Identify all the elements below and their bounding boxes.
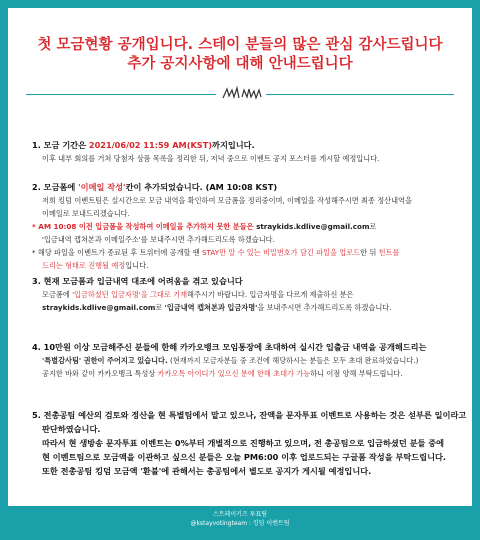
section-3-heading: 3. 현재 모금폼과 입금내역 대조에 어려움을 겪고 있습니다 bbox=[32, 276, 243, 286]
section-3-line-2: straykids.kdlive@gmail.com로 '입금내역 캡쳐본과 입금자명'을 보내주시면 추가해드리도록 하겠습니다. bbox=[42, 303, 392, 312]
section-4-line-2: 공지한 바와 같이 카카오뱅크 특성상 카카오톡 아이디가 있으신 분에 한해 초대가 가능하니 이점 양해 부탁드립니다. bbox=[42, 369, 403, 378]
section-4-heading: 4. 10만원 이상 모금해주신 분들에 한해 카카오뱅크 모임통장에 초대하여 실시간 입출금 내역을 공개해드리는 bbox=[32, 342, 427, 352]
section-2-heading: 2. 모금폼에 '이메일 작성'칸이 추가되었습니다. (AM 10:08 KST) bbox=[32, 182, 278, 192]
section-5-line-1: 판단하였습니다. bbox=[42, 424, 101, 434]
section-3 bbox=[32, 274, 452, 314]
section-2-line-1: 저희 킹덤 이벤트팀은 실시간으로 모금 내역을 확인하여 모금폼을 정리중이며, 이메일을 작성해주시면 최종 정산내역을 bbox=[42, 196, 412, 205]
footer-team-name: 스트레이키즈 투표팀 bbox=[212, 511, 268, 518]
title-line-2: 추가 공지사항에 대해 안내드립니다 bbox=[127, 56, 353, 72]
section-5-line-3: 현 이벤트팀으로 모금액을 이관하고 싶으신 분들은 오늘 PM6:00 이후 업로드되는 구글폼 작성을 부탁드립니다. bbox=[42, 452, 447, 462]
section-1-body: 이후 내부 회의를 거쳐 당첨자 상품 목록을 정리한 뒤, 저녁 중으로 이벤트 공지 포스터를 게시할 예정입니다. bbox=[42, 154, 380, 163]
section-5 bbox=[32, 408, 467, 478]
section-1-heading: 1. 모금 기간은 2021/06/02 11:59 AM(KST)까지입니다. bbox=[32, 140, 255, 150]
section-5-heading: 5. 전총공팀 예산의 검토와 정산을 현 특별팀에서 맡고 있으나, 잔액을 문자투표 이벤트로 사용하는 것은 섣부른 일이라고 bbox=[32, 410, 467, 420]
divider-left bbox=[26, 94, 216, 95]
section-5-line-2: 따라서 현 생방송 문자투표 이벤트는 0%부터 개별적으로 진행하고 있으며, 전 총공팀으로 입금하셨던 분들 중에 bbox=[42, 438, 445, 448]
footer bbox=[8, 506, 472, 532]
notice-title bbox=[8, 36, 472, 74]
section-2 bbox=[32, 180, 452, 272]
section-2-note-2: * 해당 파일을 이벤트가 종료된 후 트위터에 공개할 땐 STAY만 알 수 있는 비밀번호가 담긴 파일을 업로드한 뒤 힌트를 bbox=[32, 248, 400, 257]
section-4-line-1: '특별감사팀' 권한이 주어지고 있습니다. (현재까지 모금자분들 중 조건에 해당하시는 분들은 모두 초대 완료하였습니다.) bbox=[42, 356, 419, 365]
section-4 bbox=[32, 340, 452, 380]
stray-kids-logo bbox=[220, 85, 264, 103]
section-2-line-4: '입금내역 캡쳐본과 이메일주소'를 보내주시면 추가해드리도록 하겠습니다. bbox=[42, 235, 275, 244]
section-3-line-1: 모금폼에 '입금하셨던 입금자명'을 그대로 기재해주시기 바랍니다. 입금자명을 다르게 제출하신 분은 bbox=[42, 290, 354, 299]
title-line-1: 첫 모금현황 공개입니다. 스테이 분들의 많은 관심 감사드립니다 bbox=[37, 37, 443, 53]
section-5-line-4: 또한 전총공팀 킹덤 모금액 '환불'에 관해서는 총공팀에서 별도로 공지가 게시될 예정입니다. bbox=[42, 466, 372, 476]
divider-right bbox=[266, 94, 454, 95]
footer-handle: @kstayvotingteam : 킹덤 이벤트팀 bbox=[190, 520, 290, 527]
section-2-line-2: 이메일로 보내드리겠습니다. bbox=[42, 209, 130, 218]
section-1 bbox=[32, 138, 452, 165]
section-2-note-1: * AM 10:08 이전 입금폼을 작성하여 이메일을 추가하지 못한 분들은 straykids.kdlive@gmail.com로 bbox=[32, 222, 377, 231]
section-2-line-6: 드리는 형태로 진행될 예정입니다. bbox=[42, 261, 149, 270]
notice-card bbox=[8, 8, 472, 532]
